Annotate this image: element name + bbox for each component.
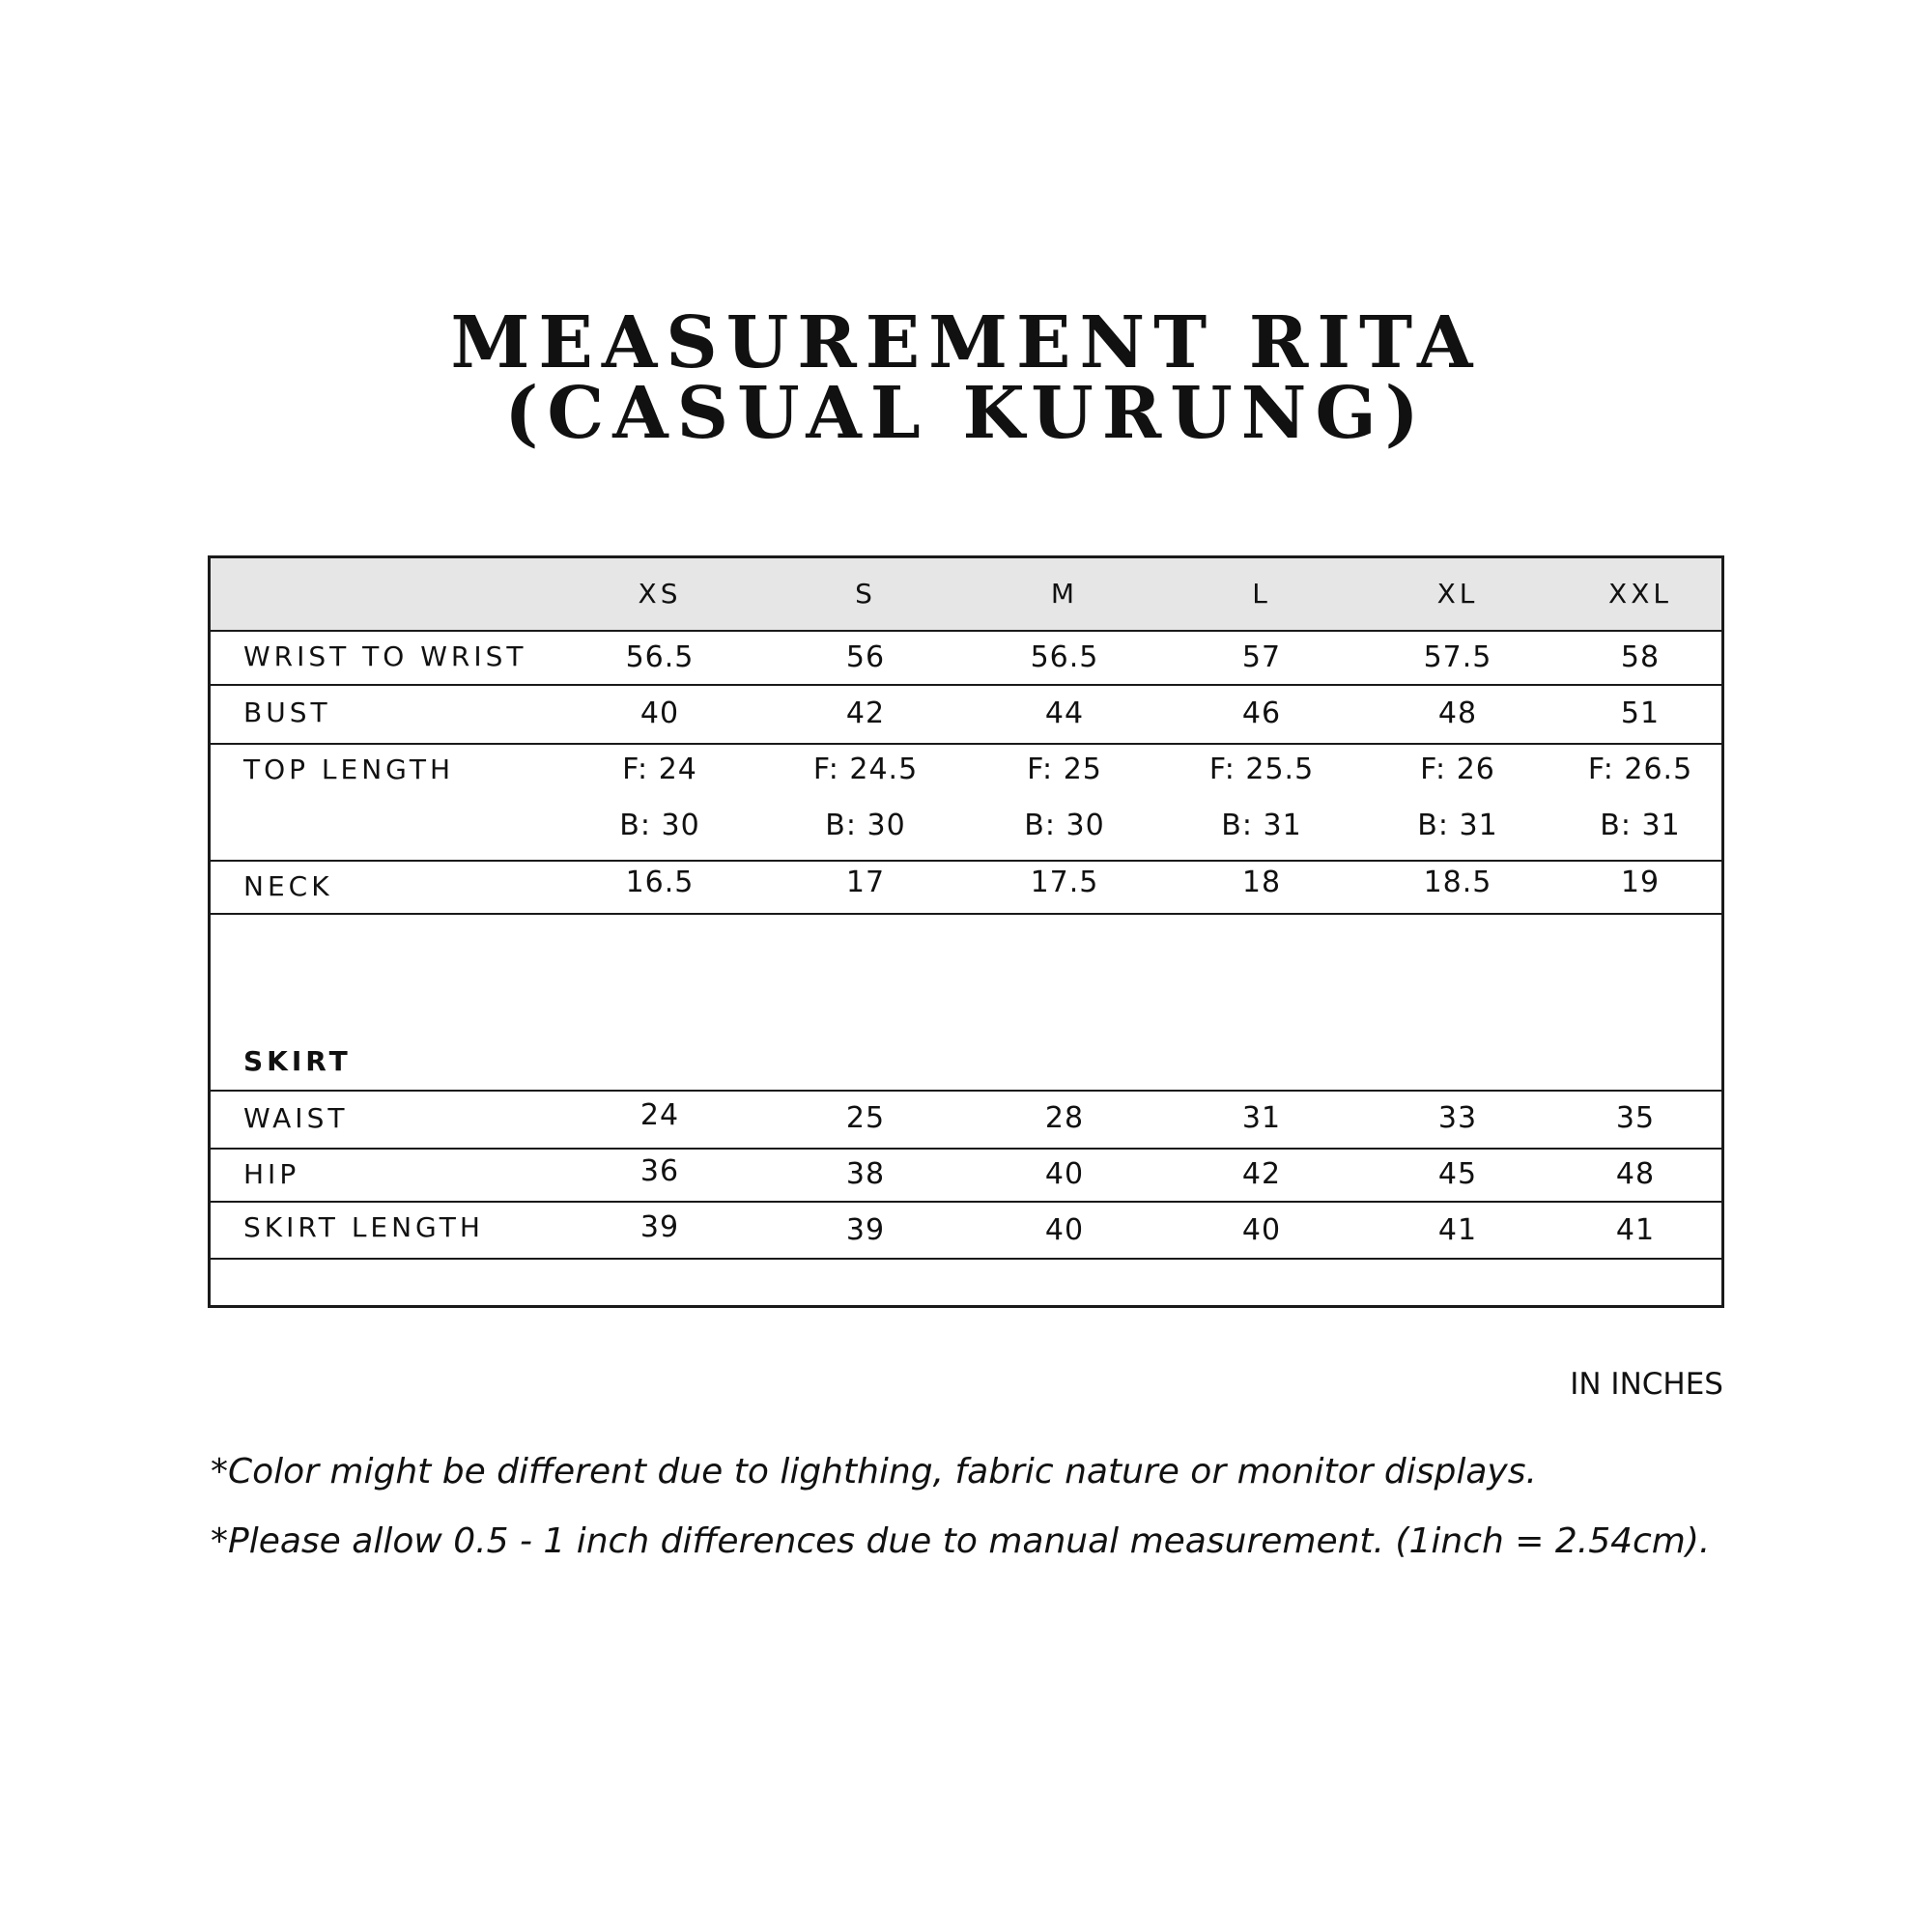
- disclaimer-measurement: *Please allow 0.5 - 1 inch differences due to manual measurement. (1inch = 2.54cm).: [211, 1521, 1711, 1561]
- row-label-top-length: TOP LENGTH: [243, 753, 455, 785]
- rule-row: [211, 860, 1721, 862]
- table-cell: 56: [845, 640, 886, 674]
- rule-row: [211, 1258, 1721, 1260]
- table-cell: 56.5: [1030, 640, 1099, 674]
- table-cell: 35: [1615, 1101, 1656, 1135]
- table-cell: B: 30: [1024, 809, 1105, 842]
- row-label-wrist-to-wrist: WRIST TO WRIST: [243, 640, 527, 672]
- rule-row: [211, 1090, 1721, 1092]
- table-cell: 39: [845, 1213, 886, 1247]
- row-label-skirt-length: SKIRT LENGTH: [243, 1211, 484, 1243]
- rule-row: [211, 1201, 1721, 1203]
- size-header-m: M: [1050, 578, 1079, 610]
- table-cell: 16.5: [625, 866, 695, 899]
- table-cell: B: 31: [1600, 809, 1681, 842]
- row-label-hip: HIP: [243, 1158, 300, 1190]
- table-cell: 46: [1241, 696, 1282, 730]
- table-cell: B: 31: [1221, 809, 1302, 842]
- table-cell: 45: [1437, 1157, 1478, 1191]
- table-cell: 40: [639, 696, 680, 730]
- table-cell: F: 26.5: [1587, 753, 1693, 786]
- table-cell: 19: [1620, 866, 1661, 899]
- table-cell: 40: [1241, 1213, 1282, 1247]
- size-header-s: S: [855, 578, 876, 610]
- table-cell: 57.5: [1423, 640, 1492, 674]
- table-cell: 18: [1241, 866, 1282, 899]
- table-cell: 42: [1241, 1157, 1282, 1191]
- size-header-xs: XS: [638, 578, 682, 610]
- table-cell: F: 24.5: [812, 753, 919, 786]
- unit-note: IN INCHES: [1570, 1367, 1723, 1402]
- table-cell: 25: [845, 1101, 886, 1135]
- table-cell: F: 25: [1027, 753, 1102, 786]
- page-title: MEASUREMENT RITA: [450, 301, 1482, 384]
- table-cell: 17.5: [1030, 866, 1099, 899]
- table-cell: 41: [1615, 1213, 1656, 1247]
- table-cell: B: 31: [1417, 809, 1498, 842]
- table-cell: B: 30: [825, 809, 906, 842]
- rule-header: [211, 630, 1721, 632]
- table-cell: 40: [1044, 1213, 1085, 1247]
- row-label-bust: BUST: [243, 696, 331, 728]
- rule-row: [211, 743, 1721, 745]
- table-cell: 48: [1437, 696, 1478, 730]
- table-cell: 31: [1241, 1101, 1282, 1135]
- row-label-waist: WAIST: [243, 1102, 349, 1134]
- table-cell: 24: [639, 1098, 680, 1132]
- table-cell: 36: [639, 1154, 680, 1188]
- table-cell: B: 30: [619, 809, 700, 842]
- table-cell: 57: [1241, 640, 1282, 674]
- table-cell: 51: [1620, 696, 1661, 730]
- rule-row: [211, 684, 1721, 686]
- table-cell: 44: [1044, 696, 1085, 730]
- rule-row: [211, 913, 1721, 915]
- disclaimer-color: *Color might be different due to lighthing, fabric nature or monitor displays.: [211, 1452, 1537, 1492]
- table-cell: 18.5: [1423, 866, 1492, 899]
- table-cell: 58: [1620, 640, 1661, 674]
- row-label-neck: NECK: [243, 870, 333, 902]
- table-cell: 28: [1044, 1101, 1085, 1135]
- size-header-l: L: [1252, 578, 1271, 610]
- table-cell: 48: [1615, 1157, 1656, 1191]
- rule-row: [211, 1148, 1721, 1150]
- table-cell: F: 24: [622, 753, 697, 786]
- table-cell: 17: [845, 866, 886, 899]
- page-subtitle: (CASUAL KURUNG): [504, 372, 1428, 455]
- table-cell: F: 25.5: [1208, 753, 1315, 786]
- table-cell: 56.5: [625, 640, 695, 674]
- table-cell: 38: [845, 1157, 886, 1191]
- size-header-xxl: XXL: [1608, 578, 1672, 610]
- table-cell: 39: [639, 1210, 680, 1244]
- table-cell: 40: [1044, 1157, 1085, 1191]
- table-cell: F: 26: [1420, 753, 1495, 786]
- size-header-xl: XL: [1436, 578, 1479, 610]
- size-chart-table: [208, 555, 1724, 1308]
- table-cell: 33: [1437, 1101, 1478, 1135]
- table-cell: 42: [845, 696, 886, 730]
- section-label-skirt: SKIRT: [243, 1045, 352, 1077]
- table-cell: 41: [1437, 1213, 1478, 1247]
